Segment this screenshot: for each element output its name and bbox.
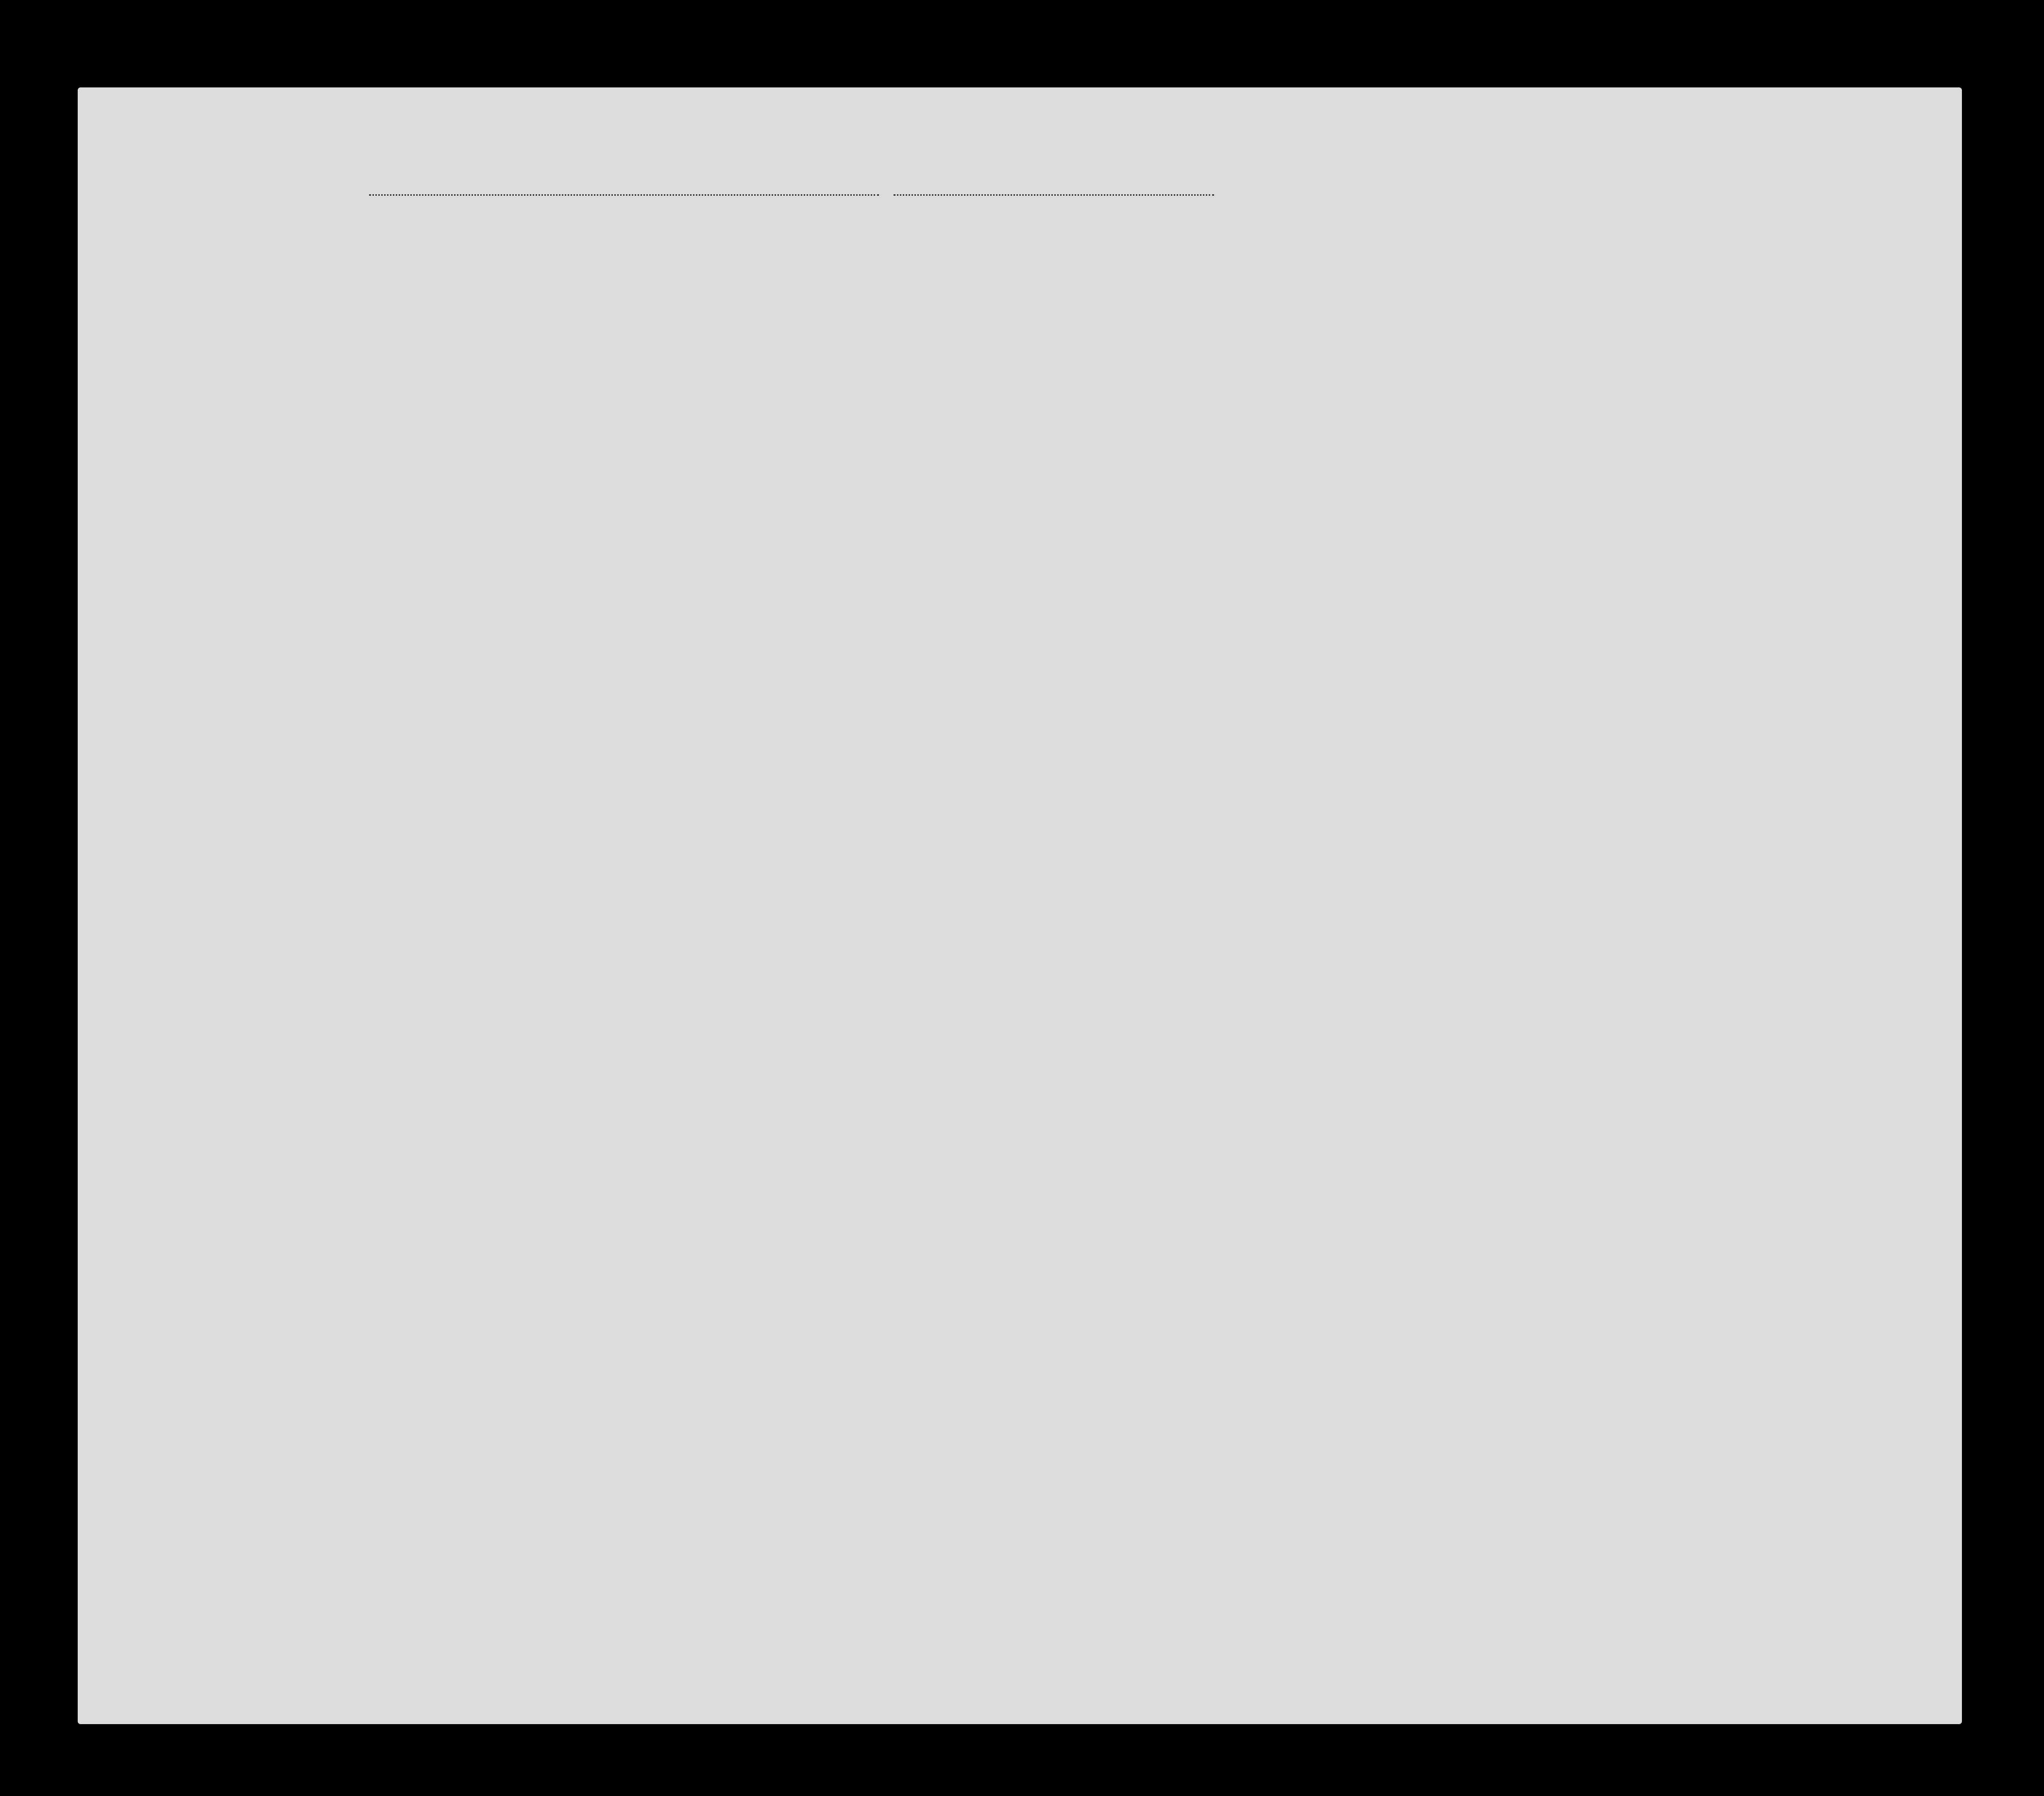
port-dotline <box>369 194 879 196</box>
date-dotline <box>894 194 1214 196</box>
